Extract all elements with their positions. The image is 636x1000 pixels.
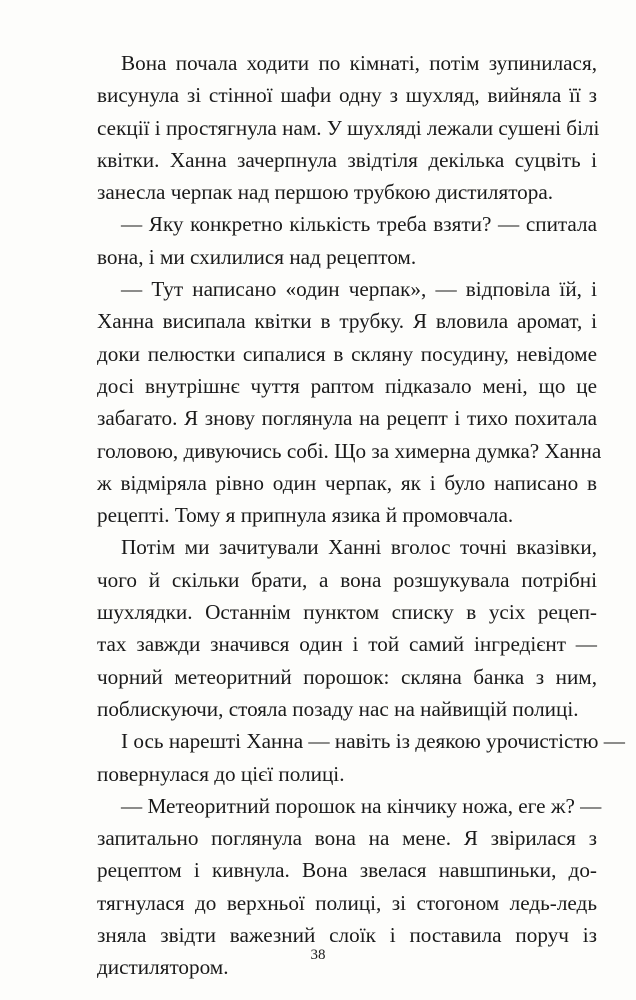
text-line: секції і простягнула нам. У шухляді лежали сушені білі <box>97 115 600 140</box>
text-line: повернулася до цієї полиці. <box>97 761 345 786</box>
text-line: — Метеоритний порошок на кінчику ножа, еге ж? — <box>121 793 602 818</box>
text-line: І ось нарешті Ханна — навіть із деякою урочистістю — <box>121 729 625 754</box>
text-line: — Яку конкретно кількість треба взяти? — спитала <box>121 212 597 237</box>
text-line: тах завжди значився один і той самий інгредієнт — <box>97 632 597 657</box>
text-line: тягнулася до верхньої полиці, зі стогоном ледь-ледь <box>97 890 597 915</box>
text-line: шухлядки. Останнім пунктом списку в усіх рецеп- <box>97 600 597 625</box>
text-line: — Тут написано «один черпак», — відповіла їй, і <box>121 277 597 302</box>
text-line: Ханна висипала квітки в трубку. Я вловила аромат, і <box>97 309 597 334</box>
text-line: зняла звідти важезний слоїк і поставила поруч із <box>97 923 597 948</box>
body-text <box>97 47 625 984</box>
text-line: запитально поглянула вона на мене. Я звірилася з <box>97 826 597 851</box>
text-line: Потім ми зачитували Ханні вголос точні вказівки, <box>121 535 597 560</box>
text-line: доки пелюстки сипалися в скляну посудину, невідоме <box>97 341 597 366</box>
text-line: забагато. Я знову поглянула на рецепт і тихо похитала <box>97 406 597 431</box>
text-line: висунула зі стінної шафи одну з шухляд, вийняла її з <box>97 83 597 108</box>
text-line: рецептом і кивнула. Вона звелася навшпиньки, до- <box>97 858 597 883</box>
text-line: чого й скільки брати, а вона розшукувала потрібні <box>97 567 597 592</box>
text-line: досі внутрішнє чуття раптом підказало мені, що це <box>97 373 597 398</box>
text-line: дистилятором. <box>97 955 229 980</box>
text-line: рецепті. Тому я припнула язика й промовчала. <box>97 503 514 528</box>
text-line: чорний метеоритний порошок: скляна банка з ним, <box>97 664 597 689</box>
page-number: 38 <box>310 947 326 963</box>
text-line: квітки. Ханна зачерпнула звідтіля декілька суцвіть і <box>97 147 597 172</box>
text-line: занесла черпак над першою трубкою дистилятора. <box>97 180 554 205</box>
text-line: поблискуючи, стояла позаду нас на найвищій полиці. <box>97 696 579 721</box>
text-line: головою, дивуючись собі. Що за химерна думка? Ханна <box>97 438 602 463</box>
text-line: Вона почала ходити по кімнаті, потім зупинилася, <box>121 51 597 75</box>
text-line: ж відміряла рівно один черпак, як і було написано в <box>97 470 597 495</box>
text-line: вона, і ми схилилися над рецептом. <box>97 244 417 269</box>
